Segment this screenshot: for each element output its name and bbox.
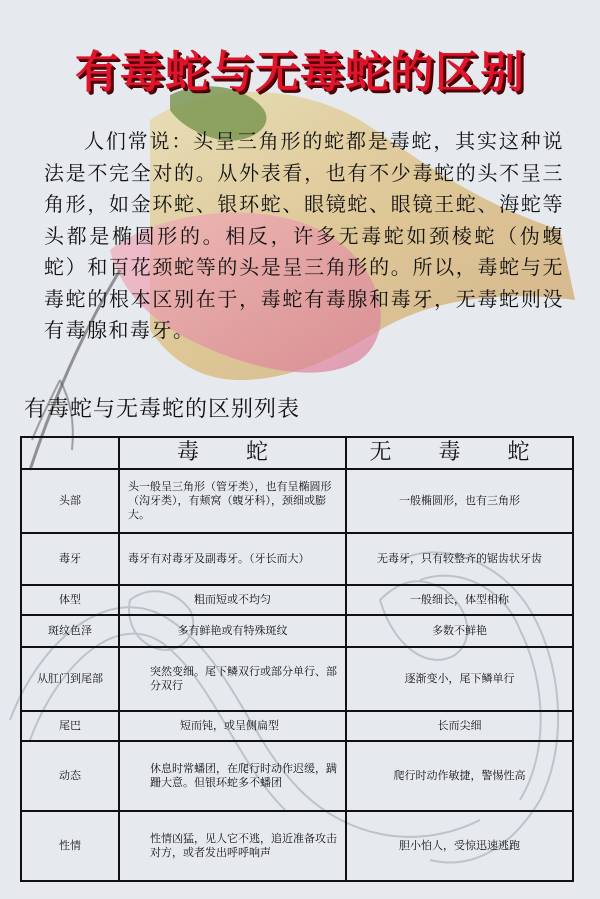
- table-row: [21, 711, 573, 741]
- nonvenomous-cell: 胆小怕人，受惊迅速逃跑: [346, 811, 573, 881]
- venomous-cell: 突然变细。尾下鳞双行或部分单行、部分双行: [119, 647, 346, 711]
- table-row: [21, 741, 573, 811]
- table-row: [21, 469, 573, 533]
- table-row: [21, 647, 573, 711]
- nonvenomous-cell: 逐渐变小，尾下鳞单行: [346, 647, 573, 711]
- nonvenomous-cell: 长而尖细: [346, 711, 573, 741]
- row-attribute: 动态: [21, 741, 119, 811]
- table-row: [21, 533, 573, 585]
- table-row: [21, 811, 573, 881]
- table-title: 有毒蛇与无毒蛇的区别列表: [24, 397, 301, 422]
- table-header-row: [21, 437, 573, 469]
- header-attribute: [21, 437, 119, 469]
- header-nonvenomous: 无 毒 蛇: [346, 437, 573, 469]
- row-attribute: 从肛门到尾部: [21, 647, 119, 711]
- nonvenomous-cell: 爬行时动作敏捷，警惕性高: [346, 741, 573, 811]
- nonvenomous-cell: 多数不鲜艳: [346, 615, 573, 647]
- nonvenomous-cell: 一般细长，体型相称: [346, 585, 573, 615]
- row-attribute: 斑纹色泽: [21, 615, 119, 647]
- nonvenomous-cell: 无毒牙，只有较整齐的锯齿状牙齿: [346, 533, 573, 585]
- comparison-table: [20, 436, 574, 882]
- venomous-cell: 头一般呈三角形（管牙类），也有呈椭圆形（沟牙类），有颊窝（蝮牙科），颈细或膨大。: [119, 469, 346, 533]
- intro-paragraph: 人们常说：头呈三角形的蛇都是毒蛇，其实这种说法是不完全对的。从外表看，也有不少毒蛇的头不呈三角形，如金环蛇、银环蛇、眼镜蛇、眼镜王蛇、海蛇等头都是椭圆形的。相反，许多无毒蛇如颈棱蛇（伪蝮蛇）和百花颈蛇等的头是呈三角形的。所以，毒蛇与无毒蛇的根本区别在于，毒蛇有毒腺和毒牙，无毒蛇则没有毒腺和毒牙。: [44, 129, 564, 342]
- venomous-cell: 粗而短或不均匀: [119, 585, 346, 615]
- venomous-cell: 休息时常蟠团，在爬行时动作迟缓，蹒跚大意。但银环蛇多不蟠团: [119, 741, 346, 811]
- row-attribute: 体型: [21, 585, 119, 615]
- table-row: [21, 615, 573, 647]
- table-row: [21, 585, 573, 615]
- header-venomous: 毒 蛇: [119, 437, 346, 469]
- venomous-cell: 多有鲜艳或有特殊斑纹: [119, 615, 346, 647]
- venomous-cell: 性情凶猛，见人它不逃，追近准备攻击对方，或者发出呼呼响声: [119, 811, 346, 881]
- page-title: 有毒蛇与无毒蛇的区别: [75, 47, 525, 98]
- venomous-cell: 短而钝，或呈侧扁型: [119, 711, 346, 741]
- row-attribute: 性情: [21, 811, 119, 881]
- row-attribute: 头部: [21, 469, 119, 533]
- row-attribute: 毒牙: [21, 533, 119, 585]
- venomous-cell: 毒牙有对毒牙及副毒牙。（牙长而大）: [119, 533, 346, 585]
- row-attribute: 尾巴: [21, 711, 119, 741]
- nonvenomous-cell: 一般椭圆形，也有三角形: [346, 469, 573, 533]
